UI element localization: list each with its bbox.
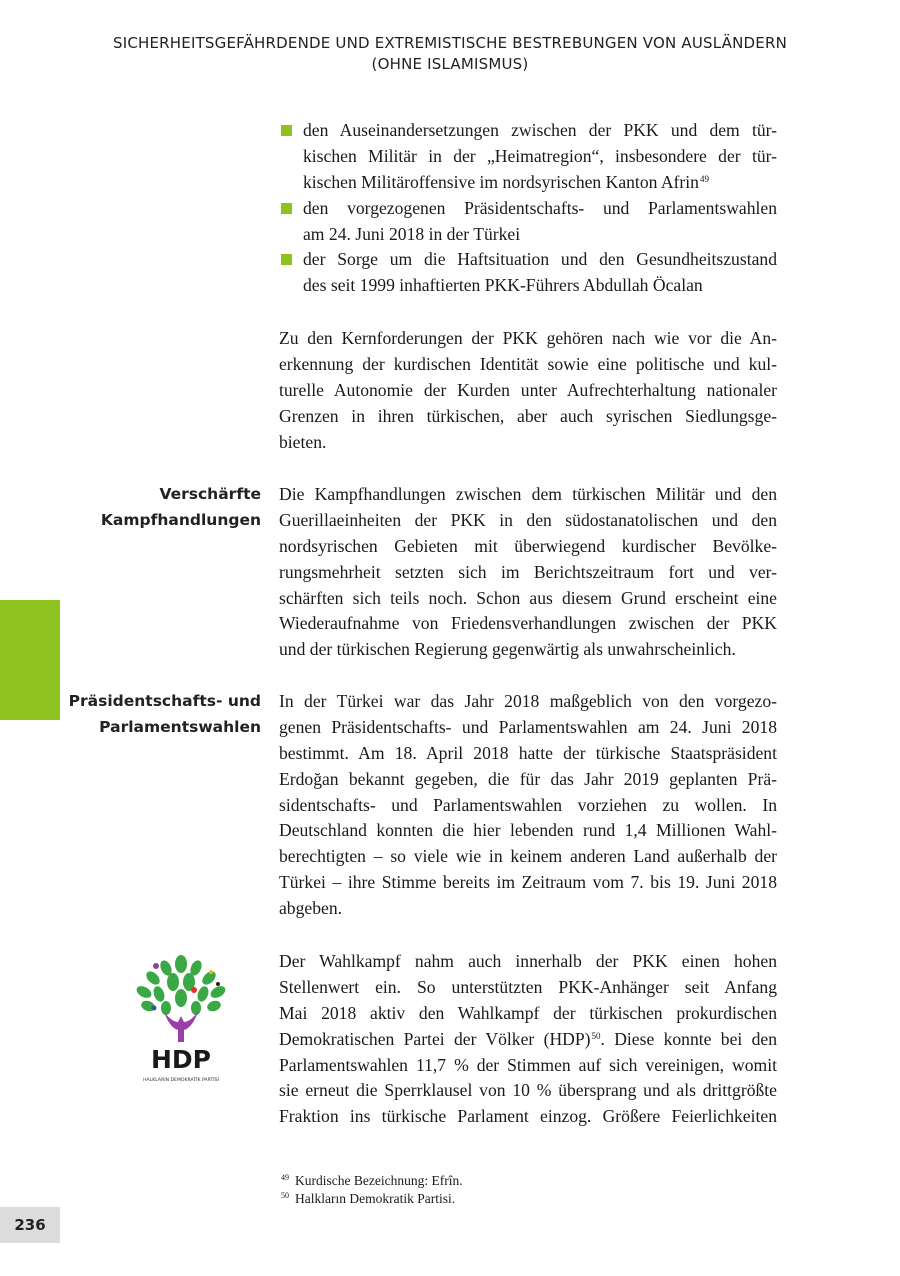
- line-text: Stellenwert ein. So unterstützten PKK-Anhänger seit Anfang: [279, 976, 777, 997]
- line-text: Wiederaufnahme von Friedensverhandlungen zwischen der PKK: [279, 613, 777, 634]
- line-text: Deutschland konnten die hier lebenden rund 1,4 Millionen Wahl-: [279, 820, 777, 841]
- margin-heading-line: Parlamentswahlen: [99, 717, 261, 736]
- text-line: [279, 560, 777, 586]
- margin-heading-line: Präsidentschafts- und: [68, 692, 261, 710]
- text-line: [279, 586, 777, 612]
- margin-heading-line: Kampfhandlungen: [100, 510, 261, 529]
- margin-heading-line: Verschärfte: [159, 485, 261, 503]
- text-line: [279, 378, 777, 404]
- line-text: Türkei – ihre Stimme bereits im Zeitraum vom 7. bis 19. Juni 2018: [279, 872, 777, 893]
- text-line: [279, 534, 777, 560]
- text-line: [279, 896, 777, 922]
- paragraph: [279, 326, 777, 455]
- square-bullet-icon: [281, 254, 292, 265]
- line-text: Demokratischen Partei der Völker (HDP): [279, 1028, 591, 1049]
- running-header: [0, 33, 900, 75]
- line-text: Mai 2018 aktiv den Wahlkampf der türkischen prokurdischen: [279, 1002, 777, 1023]
- line-text: bieten.: [279, 431, 327, 452]
- text-line: [279, 793, 777, 819]
- line-text: schärften sich teils noch. Schon aus diesem Grund erscheint eine: [279, 587, 777, 608]
- text-line: [279, 741, 777, 767]
- line-text: erkennung der kurdischen Identität sowie eine politische und kul-: [279, 353, 777, 374]
- text-line: [303, 247, 777, 273]
- bullet-item: [279, 196, 777, 248]
- footnote-ref: 50: [591, 1030, 601, 1041]
- line-text: am 24. Juni 2018 in der Türkei: [303, 223, 521, 244]
- margin-heading: [21, 689, 261, 741]
- text-line: [279, 767, 777, 793]
- line-text: bestimmt. Am 18. April 2018 hatte der türkische Staatspräsident: [279, 742, 777, 763]
- text-line: [279, 352, 777, 378]
- line-text: Parlamentswahlen 11,7 % der Stimmen auf sich vereinigen, womit: [279, 1054, 777, 1075]
- footnote-ref: 49: [699, 173, 709, 184]
- line-text: Der Wahlkampf nahm auch innerhalb der PKK einen hohen: [279, 951, 777, 971]
- line-text: der Sorge um die Haftsituation und den Gesundheitszustand: [303, 249, 777, 270]
- text-line: [279, 870, 777, 896]
- text-line: [303, 170, 777, 196]
- text-line: [279, 715, 777, 741]
- square-bullet-icon: [281, 203, 292, 214]
- text-line: [279, 844, 777, 870]
- logo-subtitle: HALKLARIN DEMOKRATİK PARTİSİ: [143, 1078, 219, 1083]
- footnote-text: Halkların Demokratik Partisi.: [295, 1191, 456, 1206]
- header-line-2: (OHNE ISLAMISMUS): [371, 55, 529, 73]
- text-line: [303, 144, 777, 170]
- text-line: [279, 430, 777, 456]
- text-line: [279, 508, 777, 534]
- text-line: [279, 1001, 777, 1027]
- text-line: [303, 222, 777, 248]
- bullet-item: [279, 247, 777, 299]
- text-line: [303, 196, 777, 222]
- text-line: [303, 273, 777, 299]
- square-bullet-icon: [281, 125, 292, 136]
- line-text: rungsmehrheit setzten sich im Berichtszeitraum fort und ver-: [279, 561, 777, 582]
- footnote-number: 50: [281, 1191, 289, 1200]
- bullet-list: [279, 118, 777, 299]
- line-text: Erdoğan bekannt gegeben, die für das Jahr 2019 geplanten Prä-: [279, 768, 777, 789]
- text-line: [279, 482, 777, 508]
- line-text: den vorgezogenen Präsidentschafts- und Parlamentswahlen: [303, 197, 777, 218]
- text-line: [279, 611, 777, 637]
- paragraph: [279, 482, 777, 663]
- line-text: kischen Militär in der „Heimatregion“, insbesondere der tür-: [303, 145, 777, 166]
- line-text: sidentschafts- und Parlamentswahlen vorziehen zu wollen. In: [279, 794, 777, 815]
- line-text: turelle Autonomie der Kurden unter Aufrechterhaltung nationaler: [279, 379, 777, 400]
- text-line: [279, 818, 777, 844]
- line-text: Grenzen in ihren türkischen, aber auch syrischen Siedlungsge-: [279, 405, 777, 426]
- paragraph: [279, 949, 777, 1130]
- line-text: Zu den Kernforderungen der PKK gehören nach wie vor die An-: [279, 328, 777, 348]
- line-text: In der Türkei war das Jahr 2018 maßgeblich von den vorgezo-: [279, 691, 777, 711]
- text-line: [279, 637, 777, 663]
- text-line: [279, 975, 777, 1001]
- line-text: nordsyrischen Gebieten mit überwiegend kurdischer Bevölke-: [279, 535, 777, 556]
- text-line: [279, 949, 777, 975]
- line-text: genen Präsidentschafts- und Parlamentswahlen am 24. Juni 2018: [279, 716, 777, 737]
- tree-hands-icon: [126, 950, 236, 1085]
- line-text: des seit 1999 inhaftierten PKK-Führers Abdullah Öcalan: [303, 275, 703, 296]
- line-text: kischen Militäroffensive im nordsyrischen Kanton Afrin: [303, 171, 699, 192]
- line-text: den Auseinandersetzungen zwischen der PKK und dem tür-: [303, 120, 777, 140]
- footnote-number: 49: [281, 1173, 289, 1182]
- margin-heading: [21, 482, 261, 534]
- line-text: berechtigten – so viele wie in keinem anderen Land außerhalb der: [279, 846, 777, 867]
- text-line: [279, 404, 777, 430]
- bullet-item: [279, 118, 777, 196]
- text-line: [279, 1104, 777, 1130]
- footnote-50: [279, 1187, 455, 1208]
- line-text: abgeben.: [279, 898, 343, 919]
- paragraph: [279, 689, 777, 922]
- line-text: Fraktion ins türkische Parlament einzog. Größere Feierlichkeiten: [279, 1106, 777, 1127]
- line-text: sie erneut die Sperrklausel von 10 % übersprang und als drittgrößte: [279, 1080, 777, 1101]
- footnote-text: Kurdische Bezeichnung: Efrîn.: [295, 1173, 463, 1188]
- line-text: . Diese konnte bei den: [600, 1028, 777, 1049]
- line-text: Guerillaeinheiten der PKK in den südostanatolischen und den: [279, 509, 777, 530]
- text-line: [279, 689, 777, 715]
- page-number: 236: [0, 1207, 60, 1243]
- line-text: Die Kampfhandlungen zwischen dem türkischen Militär und den: [279, 484, 777, 504]
- logo-title: HDP: [151, 1045, 211, 1074]
- hdp-logo: [126, 950, 236, 1085]
- line-text: und der türkischen Regierung gegenwärtig als unwahrscheinlich.: [279, 639, 736, 660]
- text-line: [279, 1027, 777, 1053]
- header-line-1: SICHERHEITSGEFÄHRDENDE UND EXTREMISTISCHE BESTREBUNGEN VON AUSLÄNDERN: [112, 34, 788, 52]
- text-line: [303, 118, 777, 144]
- text-line: [279, 1078, 777, 1104]
- text-line: [279, 326, 777, 352]
- text-line: [279, 1053, 777, 1079]
